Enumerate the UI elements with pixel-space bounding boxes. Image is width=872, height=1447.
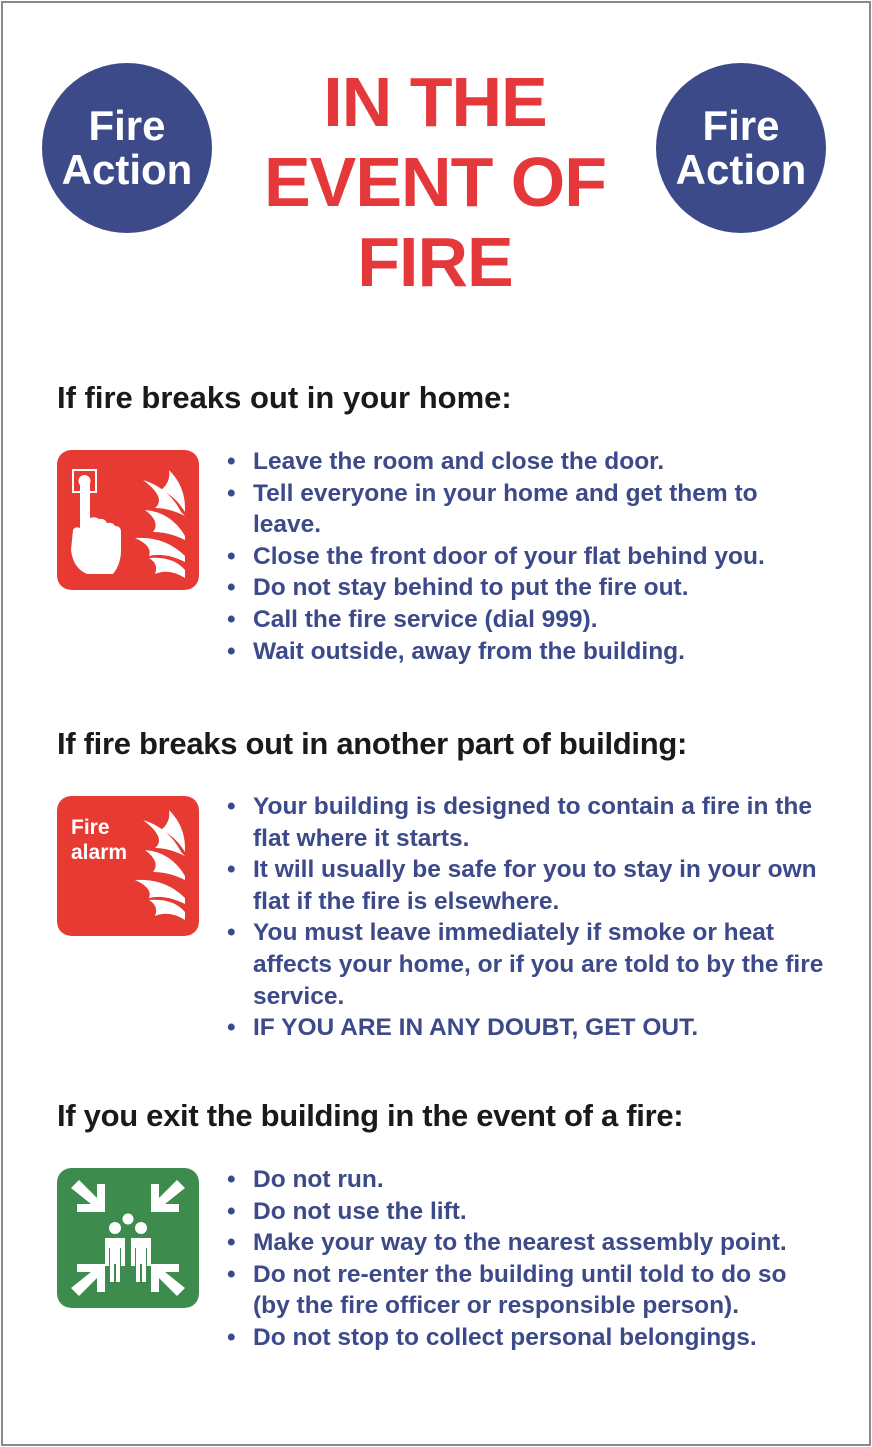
fire-action-badge-right: [656, 63, 826, 233]
list-item: • IF YOU ARE IN ANY DOUBT, GET OUT.: [227, 1012, 827, 1044]
list-item: • Do not stop to collect personal belongings.: [227, 1322, 827, 1354]
list-item: • Tell everyone in your home and get them to leave.: [227, 478, 827, 541]
title-line1: IN THE: [323, 63, 547, 141]
list-item: • Leave the room and close the door.: [227, 446, 827, 478]
title-line2: EVENT OF: [263, 143, 607, 221]
list-item: • It will usually be safe for you to stay in your own flat if the fire is elsewhere.: [227, 854, 827, 917]
list-item: • Wait outside, away from the building.: [227, 636, 827, 668]
section-heading-other-part: If fire breaks out in another part of building:: [57, 726, 688, 761]
list-item: • Do not re-enter the building until told to do so (by the fire officer or responsible person).: [227, 1259, 827, 1322]
list-item: • Call the fire service (dial 999).: [227, 604, 827, 636]
badge-line2: Action: [61, 146, 193, 193]
list-item: • You must leave immediately if smoke or heat affects your home, or if you are told to by the fire service.: [227, 917, 827, 1012]
list-item: • Do not stay behind to put the fire out.: [227, 572, 827, 604]
list-item: • Make your way to the nearest assembly point.: [227, 1227, 827, 1259]
badge-line2: Action: [675, 146, 807, 193]
title-line3: FIRE: [357, 223, 513, 301]
fire-alarm-icon: [57, 796, 199, 936]
list-item: • Close the front door of your flat behind you.: [227, 541, 827, 573]
section-bullets-home: [227, 446, 827, 667]
list-item: • Do not use the lift.: [227, 1196, 827, 1228]
icon-text-line1: Fire: [71, 816, 110, 839]
badge-line1: Fire: [702, 102, 780, 149]
section-bullets-other-part: [227, 791, 827, 1044]
fire-action-badge-left: [42, 63, 212, 233]
icon-text-line2: alarm: [71, 841, 128, 864]
list-item: • Your building is designed to contain a fire in the flat where it starts.: [227, 791, 827, 854]
list-item: • Do not run.: [227, 1164, 827, 1196]
section-bullets-exit: [227, 1164, 827, 1354]
fire-alarm-call-point-icon: [57, 450, 199, 590]
page-title: [240, 62, 630, 302]
assembly-point-icon: [57, 1168, 199, 1308]
badge-line1: Fire: [88, 102, 166, 149]
section-heading-home: If fire breaks out in your home:: [57, 380, 512, 415]
section-heading-exit: If you exit the building in the event of a fire:: [57, 1098, 684, 1133]
